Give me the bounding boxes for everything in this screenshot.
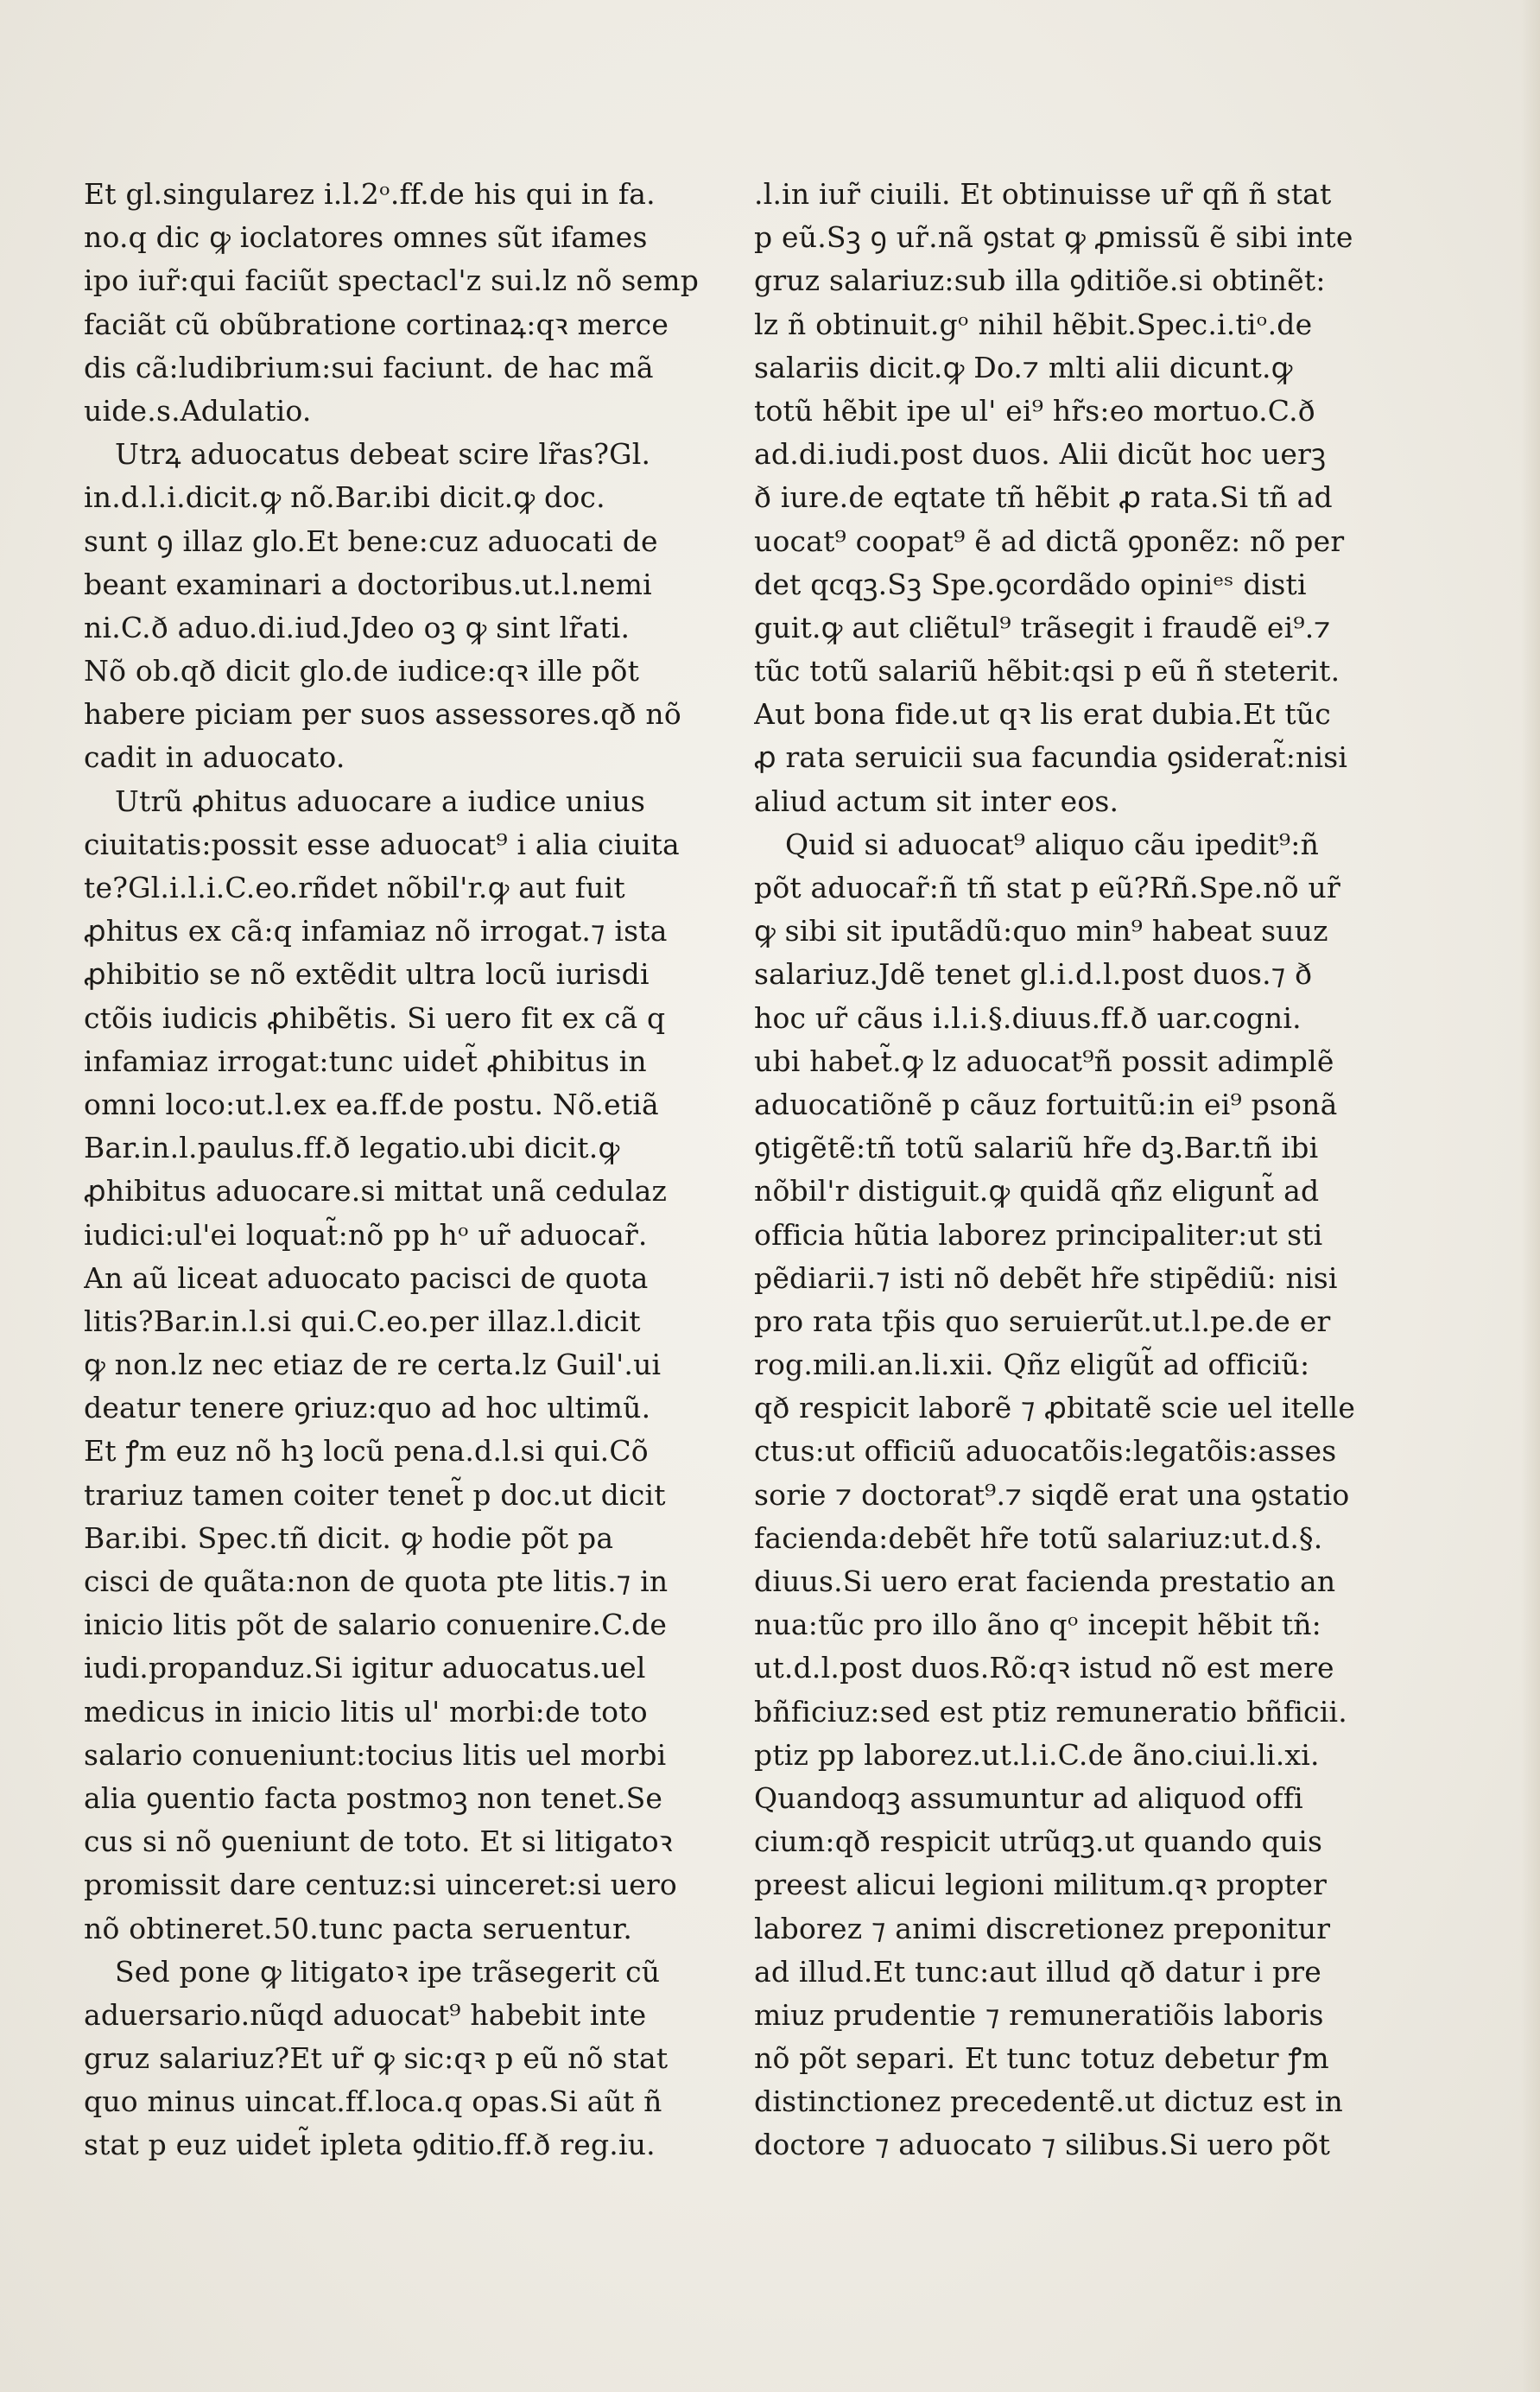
text-line: totũ hẽbit ipe ul' ei⁹ hr̃s:eo mortuo.C.ð — [754, 393, 1315, 428]
text-line: salario conueniunt:tocius litis uel morbi — [84, 1737, 667, 1772]
text-line: ctõis iudicis ꝓhibẽtis. Si uero fit ex cã q — [84, 1000, 666, 1035]
text-line: sunt ꝯ illaz glo.Et bene:cuz aduocati de — [84, 523, 658, 558]
text-line: cadit in aduocato. — [84, 740, 345, 775]
text-line: preest alicui legioni militum.qꝛ propter — [754, 1868, 1328, 1902]
right-text-column — [754, 173, 1376, 2167]
text-line: laborez ⁊ animi discretionez preponitur — [754, 1911, 1331, 1945]
text-line: p eũ.Sꝫ ꝯ ur̃.nã ꝯstat ꝙ ꝓmissũ ẽ sibi inte — [754, 220, 1353, 255]
text-line: ð iure.de eqtate tñ hẽbit ꝓ rata.Si tñ ad — [754, 480, 1333, 515]
text-line: Bar.ibi. Spec.tñ dicit. ꝙ hodie põt pa — [84, 1520, 614, 1555]
text-line: faciãt cũ obũbratione cortinaꝝ:qꝛ merce — [84, 307, 669, 341]
text-line: aduocatiõnẽ p cãuz fortuitũ:in ei⁹ psonã — [754, 1087, 1338, 1121]
text-line: salariis dicit.ꝙ Do.⁊ mlti alii dicunt.ꝙ — [754, 350, 1293, 384]
text-line: uocat⁹ coopat⁹ ẽ ad dictã ꝯponẽz: nõ per — [754, 523, 1345, 558]
text-line: põt aduocar̃:ñ tñ stat p eũ?Rñ.Spe.nõ ur̃ — [754, 871, 1340, 904]
text-line: infamiaz irrogat:tunc uidet̃ ꝓhibitus in — [84, 1044, 647, 1078]
text-line: uide.s.Adulatio. — [84, 393, 312, 428]
text-line: nua:tũc pro illo ãno qᵒ incepit hẽbit tñ: — [754, 1608, 1321, 1642]
text-line: iudici:ul'ei loquat̃:nõ pp hᵒ ur̃ aduocar̃. — [84, 1217, 648, 1252]
left-text-column — [84, 173, 706, 2167]
text-line: iudi.propanduz.Si igitur aduocatus.uel — [84, 1651, 646, 1685]
text-line: salariuz.Jdẽ tenet gl.i.d.l.post duos.⁊ ð — [754, 957, 1313, 992]
text-line: te?Gl.i.l.i.C.eo.rñdet nõbil'r.ꝙ aut fuit — [84, 871, 625, 904]
text-line: omni loco:ut.l.ex ea.ff.de postu. Nõ.etiã — [84, 1087, 659, 1121]
text-line: stat p euz uidet̃ ipleta ꝯditio.ff.ð reg.iu. — [84, 2128, 656, 2162]
text-line: distinctionez precedentẽ.ut dictuz est in — [754, 2084, 1343, 2119]
text-line: miuz prudentie ⁊ remuneratiõis laboris — [754, 1997, 1324, 2032]
text-line: bñficiuz:sed est ptiz remuneratio bñficii. — [754, 1694, 1347, 1729]
text-line: ꝓ rata seruicii sua facundia ꝯsiderat̃:nisi — [754, 740, 1348, 775]
text-line: aduersario.nũqd aduocat⁹ habebit inte — [84, 1997, 647, 2032]
text-line: gruz salariuz:sub illa ꝯditiõe.si obtinẽt: — [754, 263, 1326, 298]
text-line: ad.di.iudi.post duos. Alii dicũt hoc uerꝫ — [754, 437, 1327, 472]
text-line: facienda:debẽt hr̃e totũ salariuz:ut.d.§. — [754, 1520, 1323, 1555]
text-line: ciuitatis:possit esse aduocat⁹ i alia ciuita — [84, 827, 680, 861]
text-line: nõbil'r distiguit.ꝙ quidã qñz eligunt̃ ad — [754, 1174, 1320, 1209]
text-line: Aut bona fide.ut qꝛ lis erat dubia.Et tũc — [754, 697, 1331, 732]
text-line: qð respicit laborẽ ⁊ ꝓbitatẽ scie uel itelle — [754, 1391, 1356, 1425]
text-line: Nõ ob.qð dicit glo.de iudice:qꝛ ille põt — [84, 654, 640, 688]
text-line: promissit dare centuz:si uinceret:si uero — [84, 1868, 678, 1902]
text-line: ad illud.Et tunc:aut illud qð datur i pre — [754, 1954, 1321, 1989]
text-line: dis cã:ludibrium:sui faciunt. de hac mã — [84, 350, 654, 384]
text-line: hoc ur̃ cãus i.l.i.§.diuus.ff.ð uar.cogni. — [754, 1000, 1302, 1035]
text-line: ꝯtigẽtẽ:tñ totũ salariũ hr̃e dꝫ.Bar.tñ ibi — [754, 1131, 1319, 1165]
text-line: diuus.Si uero erat facienda prestatio an — [754, 1564, 1336, 1598]
text-line: cium:qð respicit utrũqꝫ.ut quando quis — [754, 1824, 1323, 1859]
text-line: Utrũ ꝓhitus aduocare a iudice unius — [115, 784, 646, 818]
text-line: ptiz pp laborez.ut.l.i.C.de ãno.ciui.li.xi. — [754, 1737, 1320, 1772]
text-line: inicio litis põt de salario conuenire.C.de — [84, 1608, 668, 1642]
text-line: Et ꝭm euz nõ hꝫ locũ pena.d.l.si qui.Cõ — [84, 1434, 649, 1469]
text-line: quo minus uincat.ff.loca.q opas.Si aũt ñ — [84, 2084, 662, 2119]
text-line: officia hũtia laborez principaliter:ut sti — [754, 1217, 1323, 1252]
text-line: ipo iur̃:qui faciũt spectacl'z sui.lz nõ semp — [84, 263, 700, 298]
text-line: lz ñ obtinuit.gᵒ nihil hẽbit.Spec.i.tiᵒ.de — [754, 307, 1313, 341]
text-line: rog.mili.an.li.xii. Qñz eligũt̃ ad officiũ: — [754, 1348, 1310, 1382]
text-line: ubi habet̃.ꝙ lz aduocat⁹ñ possit adimplẽ — [754, 1044, 1334, 1078]
text-line: ꝙ sibi sit iputãdũ:quo min⁹ habeat suuz — [754, 914, 1328, 949]
text-line: An aũ liceat aduocato pacisci de quota — [84, 1260, 649, 1295]
text-line: pẽdiarii.⁊ isti nõ debẽt hr̃e stipẽdiũ: nisi — [754, 1260, 1338, 1295]
text-line: aliud actum sit inter eos. — [754, 784, 1119, 818]
text-line: tũc totũ salariũ hẽbit:qsi p eũ ñ steterit. — [754, 654, 1340, 688]
text-line: trariuz tamen coiter tenet̃ p doc.ut dicit — [84, 1477, 666, 1512]
text-line: no.q dic ꝙ ioclatores omnes sũt ifames — [84, 220, 648, 255]
text-line: habere piciam per suos assessores.qð nõ — [84, 697, 681, 732]
text-line: cisci de quãta:non de quota pte litis.⁊ in — [84, 1564, 669, 1598]
text-line: .l.in iur̃ ciuili. Et obtinuisse ur̃ qñ ñ stat — [754, 177, 1332, 211]
text-line: ut.d.l.post duos.Rõ:qꝛ istud nõ est mere — [754, 1651, 1334, 1685]
text-line: Et gl.singularez i.l.2ᵒ.ff.de his qui in fa. — [84, 177, 656, 211]
text-line: nõ obtineret.50.tunc pacta seruentur. — [84, 1911, 633, 1945]
text-line: medicus in inicio litis ul' morbi:de toto — [84, 1694, 648, 1729]
text-line: det qcqꝫ.Sꝫ Spe.ꝯcordãdo opiniᵉˢ disti — [754, 567, 1307, 601]
text-line: beant examinari a doctoribus.ut.l.nemi — [84, 567, 652, 601]
text-line: nõ põt separi. Et tunc totuz debetur ꝭm — [754, 2041, 1329, 2076]
text-line: ꝓhibitus aduocare.si mittat unã cedulaz — [84, 1174, 668, 1209]
text-line: alia ꝯuentio facta postmoꝫ non tenet.Se — [84, 1780, 663, 1815]
text-line: doctore ⁊ aduocato ⁊ silibus.Si uero põt — [754, 2128, 1331, 2162]
text-line: deatur tenere ꝯriuz:quo ad hoc ultimũ. — [84, 1391, 651, 1425]
text-line: litis?Bar.in.l.si qui.C.eo.per illaz.l.dicit — [84, 1304, 641, 1338]
text-line: Quid si aduocat⁹ aliquo cãu ipedit⁹:ñ — [785, 827, 1320, 861]
text-line: Quandoqꝫ assumuntur ad aliquod offi — [754, 1780, 1303, 1815]
text-line: pro rata tp̃is quo seruierũt.ut.l.pe.de er — [754, 1304, 1331, 1338]
text-line: Utrꝝ aduocatus debeat scire lr̃as?Gl. — [115, 437, 651, 472]
text-line: ꝓhitus ex cã:q infamiaz nõ irrogat.⁊ ista — [84, 914, 668, 949]
text-line: ꝙ non.lz nec etiaz de re certa.lz Guil'.ui — [84, 1348, 662, 1382]
text-line: Sed pone ꝙ litigatoꝛ ipe trãsegerit cũ — [115, 1954, 661, 1989]
text-line: sorie ⁊ doctorat⁹.⁊ siqdẽ erat una ꝯstatio — [754, 1477, 1350, 1512]
text-line: cus si nõ ꝯueniunt de toto. Et si litigatoꝛ — [84, 1824, 673, 1859]
text-line: ctus:ut officiũ aduocatõis:legatõis:asses — [754, 1434, 1337, 1469]
text-line: ꝓhibitio se nõ extẽdit ultra locũ iurisdi — [84, 957, 650, 992]
text-line: in.d.l.i.dicit.ꝙ nõ.Bar.ibi dicit.ꝙ doc. — [84, 480, 605, 515]
text-line: Bar.in.l.paulus.ff.ð legatio.ubi dicit.ꝙ — [84, 1131, 620, 1165]
text-line: gruz salariuz?Et ur̃ ꝙ sic:qꝛ p eũ nõ stat — [84, 2041, 669, 2076]
text-line: guit.ꝙ aut cliẽtul⁹ trãsegit i fraudẽ ei⁹.⁊ — [754, 610, 1331, 644]
text-line: ni.C.ð aduo.di.iud.Jdeo oꝫ ꝙ sint lr̃ati. — [84, 610, 631, 644]
